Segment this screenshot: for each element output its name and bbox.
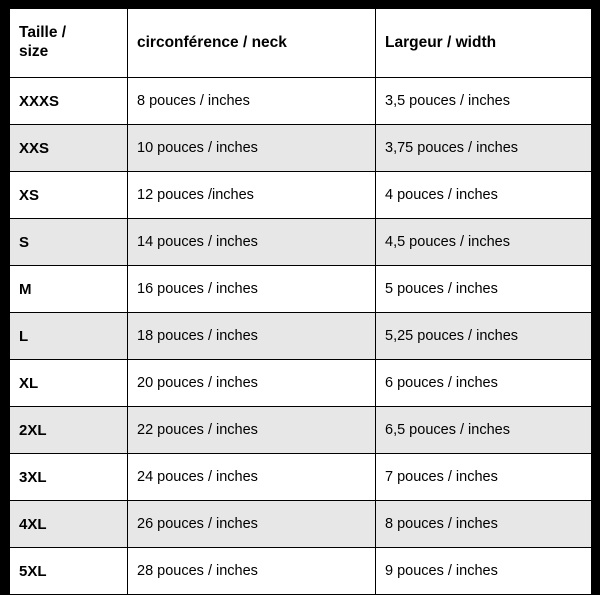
table-row [10,313,592,360]
column-header-size-line2: size [19,43,49,60]
cell-neck: 22 pouces / inches [128,407,376,454]
cell-size: 4XL [10,501,128,548]
cell-neck: 24 pouces / inches [128,454,376,501]
column-header-width: Largeur / width [376,9,592,78]
table-row [10,266,592,313]
cell-width: 4 pouces / inches [376,172,592,219]
cell-neck: 14 pouces / inches [128,219,376,266]
size-chart-table [9,8,592,595]
cell-width: 6 pouces / inches [376,360,592,407]
cell-neck: 10 pouces / inches [128,125,376,172]
cell-size: 3XL [10,454,128,501]
cell-size: XXXS [10,78,128,125]
table-row [10,219,592,266]
table-row [10,78,592,125]
table-row [10,360,592,407]
cell-width: 3,5 pouces / inches [376,78,592,125]
cell-neck: 16 pouces / inches [128,266,376,313]
cell-neck: 8 pouces / inches [128,78,376,125]
cell-width: 5 pouces / inches [376,266,592,313]
cell-width: 6,5 pouces / inches [376,407,592,454]
column-header-size-line1: Taille / [19,24,67,42]
column-header-neck: circonférence / neck [128,9,376,78]
cell-width: 3,75 pouces / inches [376,125,592,172]
table-row [10,548,592,595]
table-header-row [10,9,592,78]
cell-width: 9 pouces / inches [376,548,592,595]
cell-size: M [10,266,128,313]
cell-neck: 28 pouces / inches [128,548,376,595]
cell-size: 2XL [10,407,128,454]
table-row [10,172,592,219]
cell-size: S [10,219,128,266]
cell-size: XXS [10,125,128,172]
table-row [10,125,592,172]
cell-width: 8 pouces / inches [376,501,592,548]
table-header [10,9,592,78]
table-body [10,78,592,595]
table-row [10,501,592,548]
cell-neck: 20 pouces / inches [128,360,376,407]
cell-width: 4,5 pouces / inches [376,219,592,266]
cell-size: XS [10,172,128,219]
cell-neck: 12 pouces /inches [128,172,376,219]
cell-size: L [10,313,128,360]
cell-neck: 26 pouces / inches [128,501,376,548]
cell-neck: 18 pouces / inches [128,313,376,360]
cell-width: 5,25 pouces / inches [376,313,592,360]
column-header-size [10,9,128,78]
cell-width: 7 pouces / inches [376,454,592,501]
cell-size: XL [10,360,128,407]
table-row [10,454,592,501]
cell-size: 5XL [10,548,128,595]
table-row [10,407,592,454]
